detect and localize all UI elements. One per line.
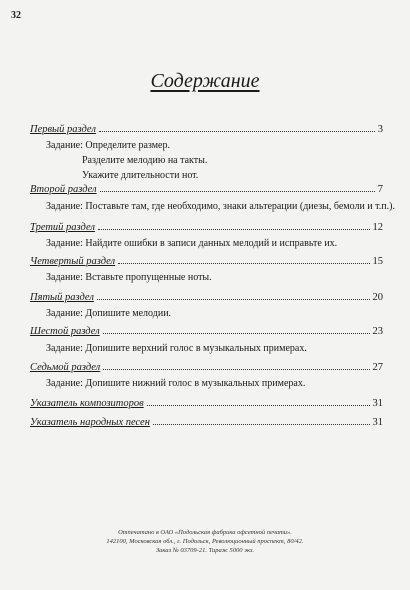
dot-leader (103, 333, 370, 334)
entry-title: Шестой раздел (30, 326, 100, 337)
page-title: Содержание (150, 70, 260, 92)
entry-page: 20 (372, 292, 383, 303)
dot-leader (97, 299, 370, 300)
toc-entry-6[interactable] (30, 326, 383, 337)
toc-entry-9[interactable] (30, 417, 383, 428)
entry-title: Указатель композиторов (30, 398, 144, 409)
entry-title: Первый раздел (30, 124, 96, 135)
entry-task-line: Укажите длительности нот. (82, 170, 199, 181)
dot-leader (100, 191, 375, 192)
dot-leader (147, 405, 370, 406)
dot-leader (103, 369, 369, 370)
toc-entry-5[interactable] (30, 292, 383, 303)
entry-page: 23 (372, 326, 383, 337)
imprint-line: Заказ № 03709-21. Тираж 5000 экз. (155, 547, 255, 554)
entry-title: Второй раздел (30, 184, 97, 195)
entry-title: Седьмой раздел (30, 362, 101, 373)
entry-task: Задание: Найдите ошибки в записи данных мелодий и исправьте их. (46, 238, 338, 249)
entry-task: Задание: Определите размер. (46, 140, 170, 151)
imprint-line: Отпечатано в ОАО «Подольская фабрика офсетной печати». (118, 529, 292, 536)
imprint-line: 142100, Московская обл., г. Подольск, Революционный проспект, 80/42. (106, 538, 304, 545)
entry-page: 15 (372, 256, 383, 267)
dot-leader (98, 229, 370, 230)
entry-task: Задание: Допишите верхний голос в музыкальных примерах. (46, 343, 307, 354)
toc-entry-8[interactable] (30, 398, 383, 409)
dot-leader (118, 263, 369, 264)
page-number: 32 (11, 10, 21, 21)
entry-title: Третий раздел (30, 222, 95, 233)
toc-entry-4[interactable] (30, 256, 383, 267)
toc-entry-1[interactable] (30, 124, 383, 135)
toc-entry-2[interactable] (30, 184, 383, 195)
dot-leader (153, 424, 370, 425)
entry-task: Задание: Допишите нижний голос в музыкальных примерах. (46, 378, 306, 389)
entry-page: 12 (372, 222, 383, 233)
entry-page: 31 (372, 398, 383, 409)
entry-task: Задание: Вставьте пропущенные ноты. (46, 272, 212, 283)
dot-leader (99, 131, 375, 132)
toc-entry-7[interactable] (30, 362, 383, 373)
entry-page: 3 (377, 124, 383, 135)
entry-title: Пятый раздел (30, 292, 94, 303)
entry-task: Задание: Допишите мелодии. (46, 308, 172, 319)
entry-title: Четвертый раздел (30, 256, 116, 267)
entry-page: 7 (377, 184, 383, 195)
imprint (0, 528, 410, 555)
entry-task-line: Разделите мелодию на такты. (82, 155, 208, 166)
toc-entry-3[interactable] (30, 222, 383, 233)
entry-title: Указатель народных песен (30, 417, 150, 428)
entry-page: 27 (372, 362, 383, 373)
entry-page: 31 (372, 417, 383, 428)
entry-task: Задание: Поставьте там, где необходимо, знаки альтерации (диезы, бемоли и т.п.). (46, 201, 395, 212)
